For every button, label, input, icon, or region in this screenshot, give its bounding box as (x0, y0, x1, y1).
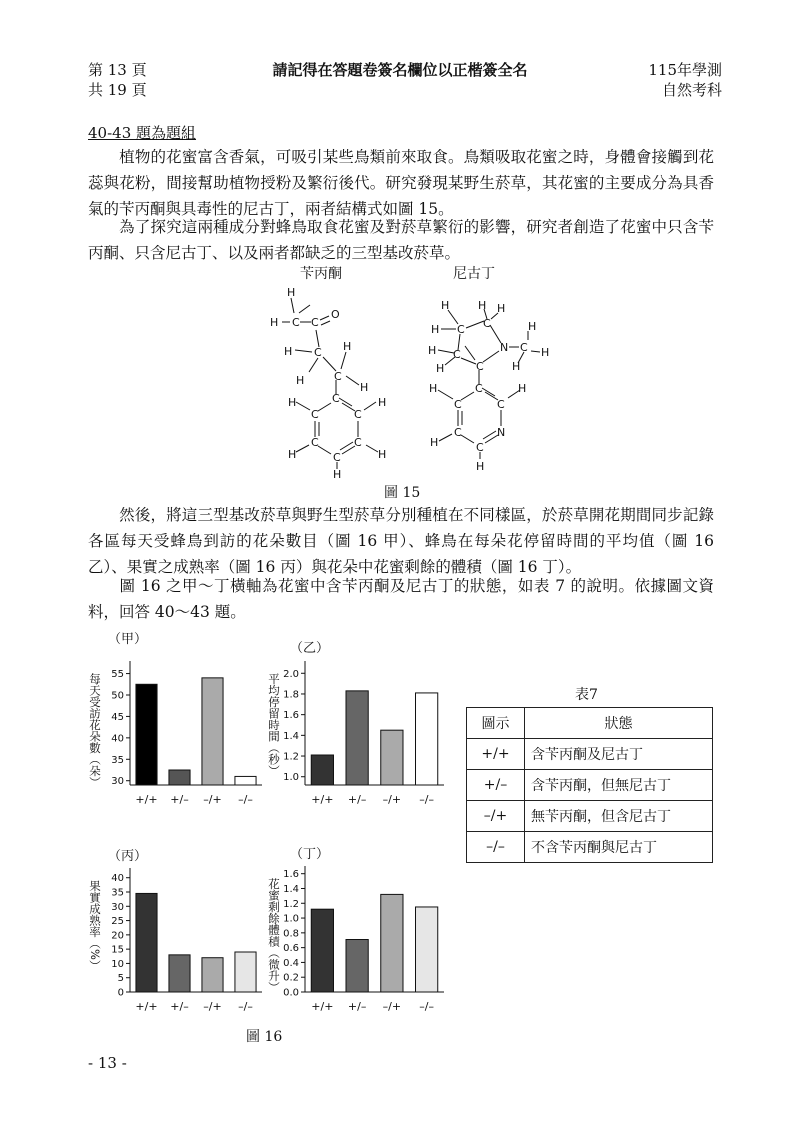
x-tick-label: –/+ (203, 793, 222, 806)
y-tick-label: 0.0 (283, 987, 299, 999)
svg-text:H: H (430, 436, 439, 449)
table-header-row (467, 708, 713, 739)
bar (311, 755, 333, 785)
x-tick-label: –/– (419, 793, 434, 806)
y-axis-label: 平均停留時間（秒） (267, 673, 281, 777)
svg-text:H: H (296, 374, 305, 387)
exam-subject: 自然考科 (661, 81, 722, 99)
table-cell-symbol: +/– (467, 770, 525, 801)
y-tick-label: 0 (117, 987, 124, 999)
table-cell-state: 無苄丙酮，但含尼古丁 (525, 801, 713, 832)
x-tick-label: –/+ (382, 793, 402, 806)
y-tick-label: 1.6 (283, 869, 299, 881)
y-tick-label: 15 (111, 944, 124, 956)
y-tick-label: 0.6 (283, 943, 299, 955)
svg-text:C: C (476, 441, 484, 454)
y-axis-label: 果實成熟率（%） (88, 880, 102, 972)
table-cell-state: 含苄丙酮及尼古丁 (525, 739, 713, 770)
table-row (467, 832, 713, 863)
x-tick-label: +/+ (311, 793, 334, 806)
y-tick-label: 1.2 (283, 898, 299, 910)
table-cell-state: 含苄丙酮，但無尼古丁 (525, 770, 713, 801)
y-tick-label: 40 (111, 733, 124, 745)
y-tick-label: 25 (111, 916, 124, 928)
exam-year: 115年學測 (648, 61, 722, 79)
x-tick-label: –/+ (382, 1000, 402, 1013)
bar (136, 893, 157, 992)
table-7-caption: 表7 (575, 687, 598, 703)
svg-text:H: H (378, 396, 387, 409)
svg-text:H: H (518, 382, 527, 395)
table-header: 狀態 (525, 708, 713, 739)
page-number: - 13 - (88, 1054, 127, 1072)
bar (346, 691, 368, 785)
y-tick-label: 0.4 (283, 957, 299, 969)
table-cell-state: 不含苄丙酮與尼古丁 (525, 832, 713, 863)
bar (202, 958, 223, 992)
x-tick-label: +/– (170, 1000, 189, 1013)
svg-text:C: C (314, 346, 322, 359)
y-tick-label: 30 (111, 776, 124, 788)
svg-text:H: H (528, 320, 537, 333)
svg-text:H: H (436, 362, 445, 375)
table-header: 圖示 (467, 708, 525, 739)
bar (136, 684, 157, 785)
signature-reminder: 請記得在答題卷簽名欄位以正楷簽全名 (272, 61, 528, 79)
svg-text:C: C (311, 316, 319, 329)
x-tick-label: –/+ (203, 1000, 222, 1013)
bar (381, 894, 403, 992)
bar (235, 952, 256, 992)
bar (416, 693, 438, 785)
svg-text:H: H (287, 286, 296, 299)
table-row (467, 770, 713, 801)
svg-text:C: C (334, 370, 342, 383)
svg-text:C: C (520, 341, 528, 354)
svg-text:H: H (476, 460, 485, 473)
y-tick-label: 1.8 (283, 689, 299, 701)
y-tick-label: 1.0 (283, 913, 299, 925)
chart-title: （甲） (108, 632, 148, 647)
bar (169, 955, 190, 992)
x-tick-label: +/– (347, 1000, 367, 1013)
svg-text:H: H (541, 346, 550, 359)
svg-text:H: H (270, 316, 279, 329)
chart-title: （丙） (108, 849, 148, 864)
y-tick-label: 1.4 (283, 883, 299, 895)
svg-text:H: H (431, 323, 440, 336)
bar (346, 940, 368, 992)
figure-16-caption: 圖 16 (246, 1029, 283, 1045)
y-axis-label: 花蜜剩餘體積（微升） (267, 878, 281, 993)
svg-text:H: H (512, 360, 521, 373)
y-tick-label: 35 (111, 887, 124, 899)
svg-text:H: H (333, 468, 342, 481)
svg-text:N: N (497, 426, 506, 439)
paragraph-2: 為了探究這兩種成分對蜂鳥取食花蜜及對菸草繁衍的影響，研究者創造了花蜜中只含苄丙酮、只含尼古丁、以及兩者都缺乏的三型基改菸草。 (88, 218, 714, 262)
x-tick-label: –/– (238, 1000, 253, 1013)
y-tick-label: 20 (111, 930, 124, 942)
page-label: 第 13 頁 (88, 61, 147, 79)
bar (416, 907, 438, 992)
chart-title: （丁） (290, 847, 330, 862)
total-pages-label: 共 19 頁 (88, 81, 147, 99)
svg-text:C: C (483, 317, 491, 330)
svg-text:C: C (311, 408, 319, 421)
svg-text:C: C (454, 398, 462, 411)
bar (235, 776, 256, 785)
y-tick-label: 2.0 (283, 668, 299, 680)
table-cell-symbol: +/+ (467, 739, 525, 770)
svg-text:C: C (332, 392, 340, 405)
x-tick-label: +/+ (135, 1000, 158, 1013)
bar (311, 909, 333, 992)
x-tick-label: +/+ (135, 793, 158, 806)
y-tick-label: 5 (117, 973, 124, 985)
x-tick-label: +/– (347, 793, 367, 806)
figure-15-caption: 圖 15 (384, 485, 421, 501)
svg-text:H: H (378, 448, 387, 461)
table-cell-symbol: –/+ (467, 801, 525, 832)
svg-text:C: C (354, 408, 362, 421)
x-tick-label: +/– (170, 793, 189, 806)
svg-text:H: H (288, 448, 297, 461)
svg-text:H: H (428, 344, 437, 357)
nicotine-label: 尼古丁 (453, 266, 495, 282)
table-row (467, 801, 713, 832)
bar (381, 730, 403, 785)
svg-text:H: H (288, 396, 297, 409)
svg-text:H: H (441, 299, 450, 312)
svg-text:O: O (331, 308, 340, 321)
paragraph-1: 植物的花蜜富含香氣，可吸引某些鳥類前來取食。鳥類吸取花蜜之時，身體會接觸到花蕊與花粉，間接幫助植物授粉及繁衍後代。研究發現某野生菸草，其花蜜的主要成分為具香氣的苄丙酮與具毒性的尼古丁，兩者結構式如圖 15。 (88, 148, 714, 218)
svg-text:H: H (429, 382, 438, 395)
y-tick-label: 55 (111, 669, 124, 681)
y-tick-label: 1.2 (283, 751, 299, 763)
table-cell-symbol: –/– (467, 832, 525, 863)
y-axis-label: 每天受訪花朵數（朵） (88, 673, 102, 788)
y-tick-label: 50 (111, 690, 124, 702)
x-tick-label: +/+ (311, 1000, 334, 1013)
y-tick-label: 1.4 (283, 730, 299, 742)
y-tick-label: 35 (111, 754, 124, 766)
y-tick-label: 10 (111, 958, 124, 970)
svg-text:C: C (333, 451, 341, 464)
svg-text:H: H (343, 340, 352, 353)
svg-text:C: C (476, 360, 484, 373)
section-title: 40-43 題為題組 (88, 124, 197, 142)
x-tick-label: –/– (238, 793, 253, 806)
y-tick-label: 0.8 (283, 928, 299, 940)
chart-title: （乙） (290, 641, 330, 656)
benzylacetone-label: 苄丙酮 (300, 266, 342, 282)
svg-text:N: N (500, 341, 509, 354)
svg-text:C: C (311, 436, 319, 449)
y-tick-label: 1.0 (283, 772, 299, 784)
svg-text:C: C (454, 426, 462, 439)
x-tick-label: –/– (419, 1000, 434, 1013)
y-tick-label: 45 (111, 711, 124, 723)
paragraph-3: 然後，將這三型基改菸草與野生型菸草分別種植在不同樣區，於菸草開花期間同步記錄各區每天受蜂鳥到訪的花朵數目（圖 16 甲）、蜂鳥在每朵花停留時間的平均值（圖 16 乙）、果實之成熟率（圖 16 丙）與花朵中花蜜剩餘的體積（圖 16 丁）。 (88, 506, 714, 576)
y-tick-label: 1.6 (283, 710, 299, 722)
y-tick-label: 0.2 (283, 972, 299, 984)
svg-text:H: H (478, 299, 487, 312)
bar (202, 678, 223, 785)
y-tick-label: 40 (111, 873, 124, 885)
svg-text:C: C (475, 382, 483, 395)
svg-text:C: C (497, 398, 505, 411)
svg-text:H: H (360, 381, 369, 394)
paragraph-4: 圖 16 之甲～丁橫軸為花蜜中含苄丙酮及尼古丁的狀態，如表 7 的說明。依據圖文資料，回答 40～43 題。 (88, 577, 714, 621)
svg-text:C: C (453, 348, 461, 361)
svg-text:C: C (292, 316, 300, 329)
svg-text:H: H (497, 302, 506, 315)
table-7 (466, 707, 713, 863)
y-tick-label: 30 (111, 901, 124, 913)
svg-text:H: H (284, 345, 293, 358)
bar (169, 770, 190, 785)
svg-text:C: C (354, 436, 362, 449)
svg-text:C: C (457, 323, 465, 336)
table-row (467, 739, 713, 770)
